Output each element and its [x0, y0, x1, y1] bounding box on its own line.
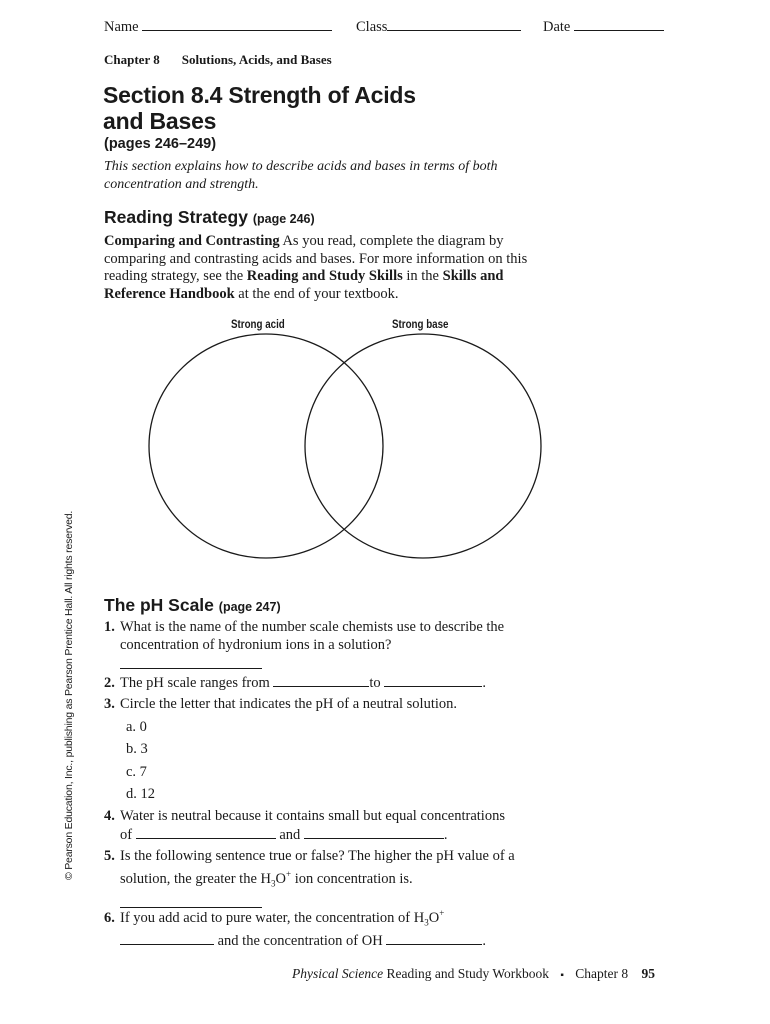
- superscript-plus: +: [285, 868, 292, 879]
- answer-blank-1[interactable]: [120, 932, 214, 945]
- name-blank[interactable]: [142, 18, 332, 31]
- option-c[interactable]: c. 7: [126, 764, 147, 780]
- strategy-text2: in the: [402, 268, 443, 284]
- question-1: [104, 619, 574, 675]
- question-number: 3.: [104, 696, 115, 712]
- question-text-2c: ion concentration is.: [291, 870, 413, 887]
- question-text: Water is neutral because it contains small but equal concentrations: [120, 808, 505, 824]
- strategy-text1: As you read, complete the diagram by comparing and contrasting acids and bases. For more information on this reading strategy, see the: [104, 233, 528, 284]
- ph-scale-heading: [104, 595, 281, 616]
- section-title: [103, 82, 416, 134]
- name-field: [104, 18, 332, 36]
- footer-book-rest: Reading and Study Workbook: [383, 966, 549, 981]
- question-number: 1.: [104, 619, 115, 635]
- reading-strategy-title: Reading Strategy: [104, 207, 248, 227]
- section-intro: This section explains how to describe acids and bases in terms of both concentration and strength.: [104, 159, 498, 192]
- question-text-and: and: [279, 826, 301, 843]
- page-footer: [292, 966, 655, 982]
- question-text: What is the name of the number scale chemists use to describe the concentration of hydronium ions in a solution?: [120, 619, 505, 653]
- option-b[interactable]: b. 3: [126, 741, 148, 757]
- question-4: [104, 808, 574, 844]
- name-label: Name: [104, 19, 139, 35]
- question-period: .: [482, 675, 486, 691]
- answer-blank-2[interactable]: [304, 826, 444, 839]
- question-period: .: [482, 933, 486, 950]
- reading-strategy-heading: [104, 207, 315, 228]
- chapter-number: Chapter 8: [104, 52, 160, 67]
- footer-chapter: Chapter 8: [575, 966, 629, 981]
- option-d[interactable]: d. 12: [126, 786, 155, 802]
- footer-book-italic: Physical Science: [292, 966, 384, 981]
- class-label: Class: [356, 19, 388, 35]
- question-3: [104, 696, 574, 714]
- answer-blank-1[interactable]: [136, 826, 276, 839]
- ph-scale-page-ref: (page 247): [218, 600, 281, 614]
- strategy-bold2: Skills and Reference Handbook: [104, 268, 504, 302]
- question-text: The pH scale ranges from: [120, 675, 270, 691]
- answer-blank-2[interactable]: [386, 932, 482, 945]
- question-text-1b: O: [428, 909, 440, 926]
- question-number: 5.: [104, 848, 115, 864]
- answer-blank-to[interactable]: [384, 674, 482, 687]
- question-2: [104, 674, 574, 693]
- subscript-3: 3: [424, 917, 429, 928]
- question-text: Circle the letter that indicates the pH of a neutral solution.: [120, 696, 458, 712]
- reading-strategy-page-ref: (page 246): [252, 212, 315, 226]
- date-blank[interactable]: [574, 18, 664, 31]
- strategy-lead: Comparing and Contrasting: [104, 233, 280, 249]
- question-number: 6.: [104, 909, 115, 926]
- copyright-sidebar: © Pearson Education, Inc., publishing as Pearson Prentice Hall. All rights reserved.: [63, 510, 75, 880]
- venn-left-label: Strong acid: [231, 319, 285, 331]
- subscript-3: 3: [271, 878, 276, 889]
- question-text: If you add acid to pure water, the concentration of H: [120, 909, 425, 926]
- question-number: 2.: [104, 675, 115, 691]
- footer-bullet-icon: ▪: [560, 970, 564, 981]
- venn-circle-left[interactable]: [149, 334, 383, 558]
- question-text-2a: solution, the greater the H: [120, 870, 271, 887]
- question-text: Is the following sentence true or false? The higher the pH value of a: [120, 848, 515, 864]
- question-6: [104, 905, 574, 951]
- date-field: [543, 18, 664, 36]
- ph-scale-title: The pH Scale: [104, 595, 214, 615]
- strategy-bold1: Reading and Study Skills: [246, 268, 403, 284]
- section-title-line1: Section 8.4 Strength of Acids: [103, 82, 416, 108]
- date-label: Date: [543, 19, 571, 35]
- chapter-title: Solutions, Acids, and Bases: [181, 52, 332, 67]
- answer-blank-from[interactable]: [273, 674, 369, 687]
- question-text-mid: and the concentration of OH: [217, 933, 383, 950]
- class-blank[interactable]: [387, 18, 521, 31]
- question-5: [104, 848, 574, 913]
- option-a[interactable]: a. 0: [126, 719, 147, 735]
- section-title-line2: and Bases: [103, 108, 217, 134]
- class-field: [356, 18, 521, 36]
- venn-diagram: [130, 330, 550, 570]
- page-number: 95: [641, 966, 656, 981]
- answer-blank[interactable]: [120, 656, 262, 669]
- reading-strategy-paragraph: [104, 233, 559, 303]
- venn-circle-right[interactable]: [305, 334, 541, 558]
- superscript-plus: +: [439, 908, 445, 918]
- question-number: 4.: [104, 808, 115, 824]
- question-period: .: [443, 826, 448, 843]
- question-text-of: of: [120, 826, 133, 843]
- venn-right-label: Strong base: [392, 319, 449, 331]
- section-pages: (pages 246–249): [104, 136, 217, 152]
- question-text-2b: O: [275, 870, 286, 887]
- question-text-to: to: [369, 675, 381, 691]
- chapter-line: [104, 52, 332, 68]
- strategy-text3: at the end of your textbook.: [234, 285, 399, 302]
